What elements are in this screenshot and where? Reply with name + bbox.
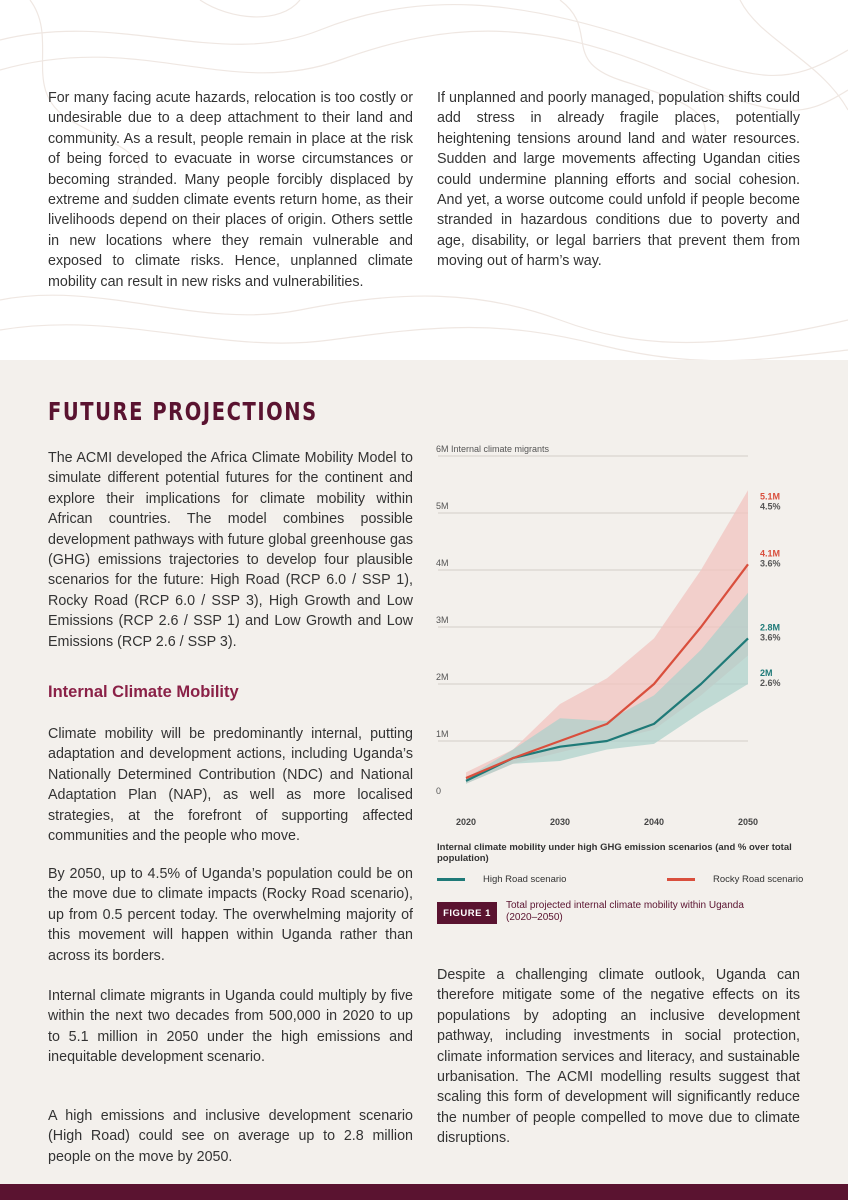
paragraph-2: By 2050, up to 4.5% of Uganda’s population could be on the move due to climate impacts (Rocky Road scenario), up from 0.5 percent today. The overwhelming majority of this movement will happen within Uganda rather than across its borders.: [48, 866, 413, 964]
end-label-percent: 4.5%: [760, 501, 781, 512]
legend-label-high-road: High Road scenario: [483, 874, 567, 885]
y-tick-label: 5M: [436, 501, 449, 511]
section-title: FUTURE PROJECTIONS: [48, 397, 318, 426]
end-label-value: 5.1M: [760, 491, 781, 502]
y-tick-label: 2M: [436, 672, 449, 682]
end-label-value: 2M: [760, 668, 773, 678]
y-tick-label: 3M: [436, 615, 449, 625]
paragraph-3: Internal climate migrants in Uganda could multiply by five within the next two decades from 500,000 in 2020 to up to 5.1 million in 2050 under the high emissions and inequitable development scenario.: [48, 988, 413, 1066]
legend-label-rocky-road: Rocky Road scenario: [713, 874, 804, 885]
legend-item-rocky-road: [667, 874, 803, 885]
x-tick-label: 2050: [737, 817, 759, 827]
right-paragraph: Despite a challenging climate outlook, Uganda can therefore mitigate some of the negative effects on its populations by adopting an inclusive development pathway, including investments in social protection, climate information services and literacy, and sustainable urbanisation. The ACMI modelling results suggest that scaling this form of development will significantly reduce the number of people compelled to move due to climate disruptions.: [437, 967, 800, 1147]
end-label-value: 4.1M: [760, 548, 781, 559]
y-tick-label: 1M: [436, 729, 449, 739]
x-tick-label: 2030: [549, 817, 571, 827]
y-tick-label: 0: [436, 786, 442, 796]
legend-swatch-rocky-road: [667, 878, 695, 881]
chart-caption: Internal climate mobility under high GHG emission scenarios (and % over total population): [437, 842, 792, 864]
subheading: Internal Climate Mobility: [48, 683, 239, 701]
paragraph-1: Climate mobility will be predominantly internal, putting adaptation and development actions, including Uganda’s Nationally Determined Contribution (NDC) and National Adaptation Plan (NAP), as well as more localised strategies, at the forefront of supporting affected communities and the people who move.: [48, 726, 413, 845]
y-tick-label: 6M Internal climate migrants: [436, 444, 550, 454]
chart-legend: [437, 874, 807, 890]
top-left-paragraph: For many facing acute hazards, relocation is too costly or undesirable due to a deep attachment to their land and community. As a result, people remain in place at the risk of being forced to evacuate in worse circumstances or becoming stranded. Many people forcibly displaced by extreme and sudden climate events return home, as their livelihoods depend on their places of origin. Others settle in new locations where they remain vulnerable and exposed to climate risks. Hence, unplanned climate mobility can result in new risks and vulnerabilities.: [48, 90, 413, 290]
end-label-value: 2.8M: [760, 622, 781, 633]
y-tick-label: 4M: [436, 558, 449, 568]
legend-item-high-road: [437, 874, 566, 885]
end-label-percent: 2.6%: [760, 678, 781, 688]
footer-bar: [0, 1184, 848, 1200]
legend-swatch-high-road: [437, 878, 465, 881]
top-right-paragraph: If unplanned and poorly managed, population shifts could add stress in already fragile places, potentially heightening tensions around land and water resources. Sudden and large movements affecting Ugandan cities could undermine planning efforts and social cohesion. And yet, a worse outcome could unfold if people become stranded in hazardous conditions due to poverty and age, disability, or legal barriers that prevent them from moving out of harm’s way.: [437, 90, 800, 270]
x-tick-label: 2020: [455, 817, 477, 827]
intro-paragraph: The ACMI developed the Africa Climate Mobility Model to simulate different potential futures for the continent and explore their implications for climate mobility within African countries. The model combines possible development pathways with future global greenhouse gas (GHG) emissions trajectories to develop four plausible scenarios for the future: High Road (RCP 6.0 / SSP 1), Rocky Road (RCP 6.0 / SSP 3), High Growth and Low Emissions (RCP 2.6 / SSP 1) and Low Growth and Low Emissions (RCP 2.6 / SSP 3).: [48, 450, 413, 650]
end-label-percent: 3.6%: [760, 632, 781, 643]
end-label-percent: 3.6%: [760, 558, 781, 569]
x-tick-label: 2040: [643, 817, 665, 827]
paragraph-4: A high emissions and inclusive development scenario (High Road) could see on average up to 2.8 million people on the move by 2050.: [48, 1108, 413, 1165]
top-section: [0, 0, 848, 360]
mobility-chart: [430, 440, 808, 840]
figure-title: Total projected internal climate mobility within Uganda (2020–2050): [506, 900, 744, 923]
figure-badge: FIGURE 1: [437, 902, 497, 924]
